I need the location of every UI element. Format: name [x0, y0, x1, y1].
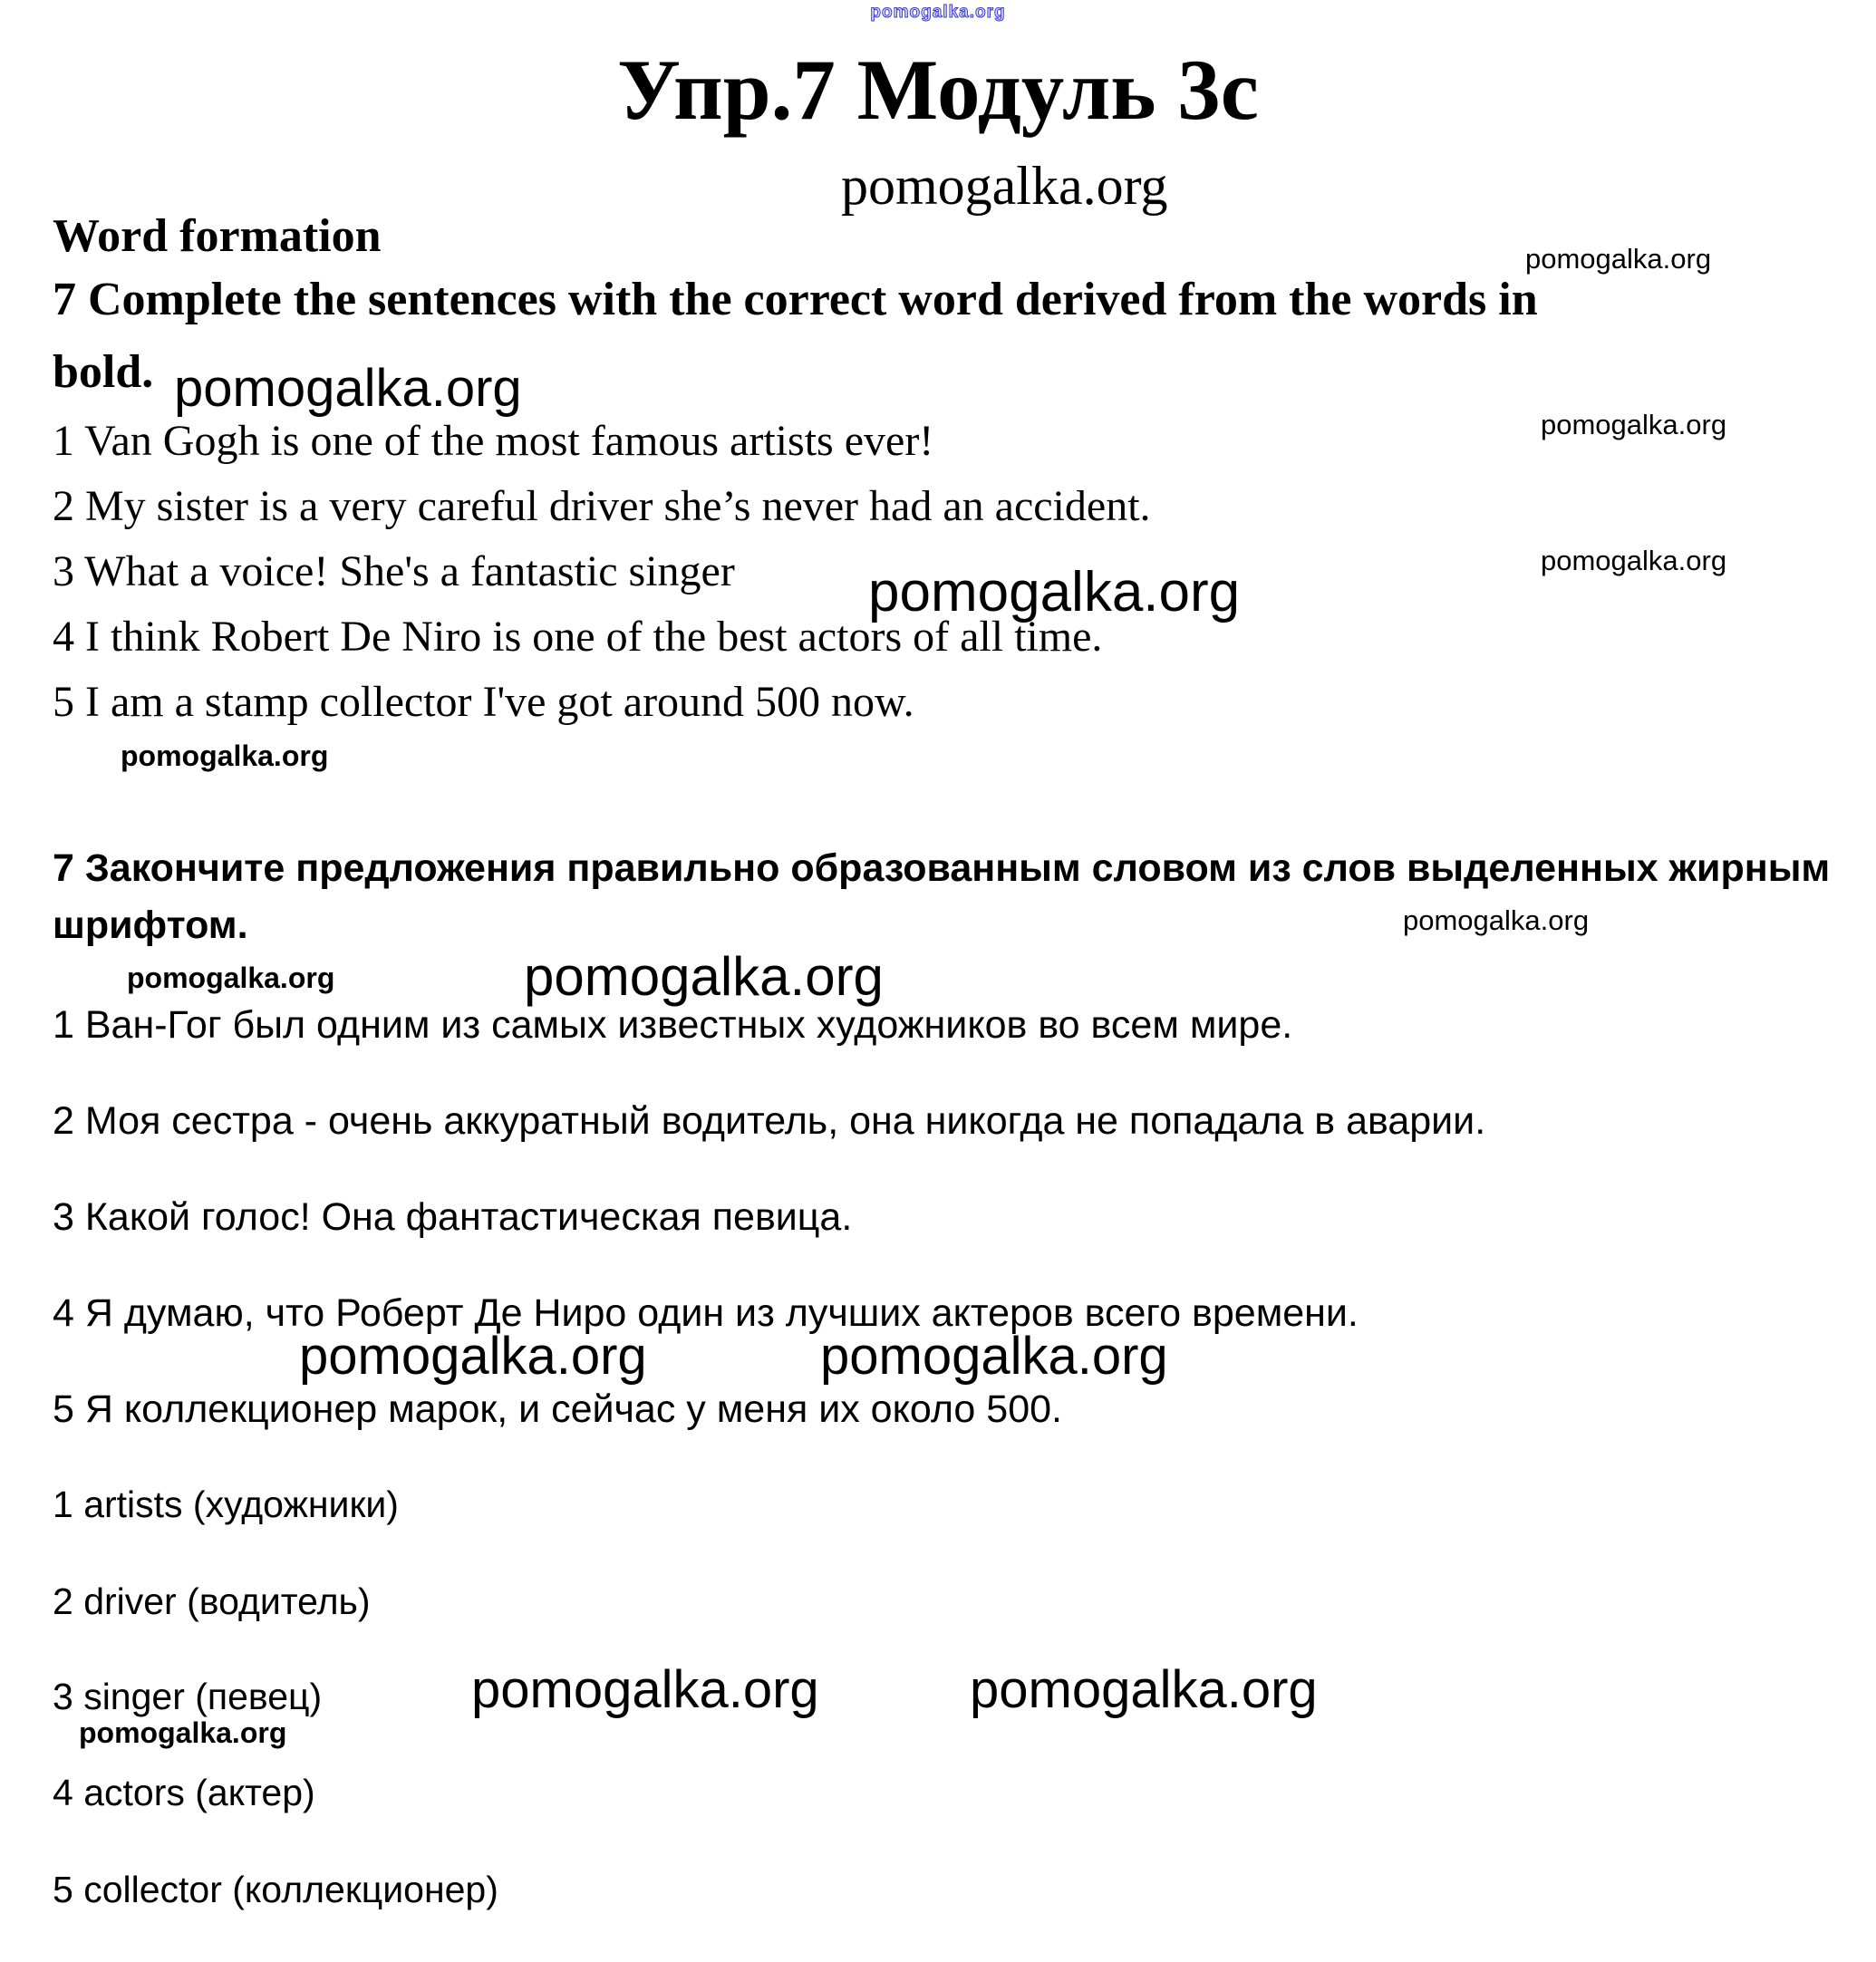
answer-3: 3 singer (певец): [53, 1676, 323, 1717]
english-sentence-3: 3 What a voice! She's a fantastic singer: [53, 547, 735, 595]
watermark-pair1-right: pomogalka.org: [820, 1327, 1168, 1386]
watermark-small-4: pomogalka.org: [1403, 904, 1590, 936]
russian-sentence-3: 3 Какой голос! Она фантастическая певица.: [53, 1195, 853, 1239]
english-sentence-5: 5 I am a stamp collector I've got around 500 now.: [53, 678, 914, 726]
watermark-small-1: pomogalka.org: [1525, 243, 1712, 275]
task-russian-line1: 7 Закончите предложения правильно образованным словом из слов выделенных жирным: [53, 846, 1831, 890]
watermark-pair1-left: pomogalka.org: [299, 1327, 647, 1386]
page-title: Упр.7 Модуль 3c: [617, 42, 1259, 138]
watermark-bold-3: pomogalka.org: [79, 1716, 287, 1749]
answer-5: 5 collector (коллекционер): [53, 1869, 498, 1910]
russian-sentence-5: 5 Я коллекционер марок, и сейчас у меня их около 500.: [53, 1387, 1062, 1431]
watermark-top-outline: pomogalka.org: [870, 3, 1006, 22]
watermark-small-2: pomogalka.org: [1541, 409, 1727, 440]
english-sentence-4: 4 I think Robert De Niro is one of the best actors of all time.: [53, 613, 1103, 661]
task-russian-line2: шрифтом.: [53, 904, 248, 947]
answer-2: 2 driver (водитель): [53, 1580, 371, 1622]
english-sentence-2: 2 My sister is a very careful driver she’s never had an accident.: [53, 482, 1151, 530]
watermark-center-big: pomogalka.org: [524, 946, 884, 1007]
watermark-after-bold: pomogalka.org: [174, 359, 522, 418]
watermark-small-3: pomogalka.org: [1541, 545, 1727, 576]
russian-sentence-1: 1 Ван-Гог был одним из самых известных художников во всем мире.: [53, 1003, 1293, 1047]
section-heading-word-formation: Word formation: [53, 210, 382, 262]
watermark-after-singer: pomogalka.org: [868, 561, 1241, 623]
russian-sentence-2: 2 Моя сестра - очень аккуратный водитель, она никогда не попадала в аварии.: [53, 1099, 1486, 1143]
watermark-pair2-right: pomogalka.org: [970, 1660, 1318, 1719]
russian-sentence-4: 4 Я думаю, что Роберт Де Ниро один из лучших актеров всего времени.: [53, 1291, 1359, 1335]
watermark-bold-1: pomogalka.org: [121, 739, 329, 772]
english-sentence-1: 1 Van Gogh is one of the most famous artists ever!: [53, 417, 934, 465]
watermark-bold-2: pomogalka.org: [127, 962, 335, 994]
answer-1: 1 artists (художники): [53, 1484, 399, 1525]
answer-4: 4 actors (актер): [53, 1772, 315, 1813]
task-english-line2: bold.: [53, 346, 154, 398]
task-english-line1: 7 Complete the sentences with the correct word derived from the words in: [53, 274, 1538, 325]
watermark-pair2-left: pomogalka.org: [471, 1660, 819, 1719]
watermark-heading-row: pomogalka.org: [841, 156, 1168, 216]
